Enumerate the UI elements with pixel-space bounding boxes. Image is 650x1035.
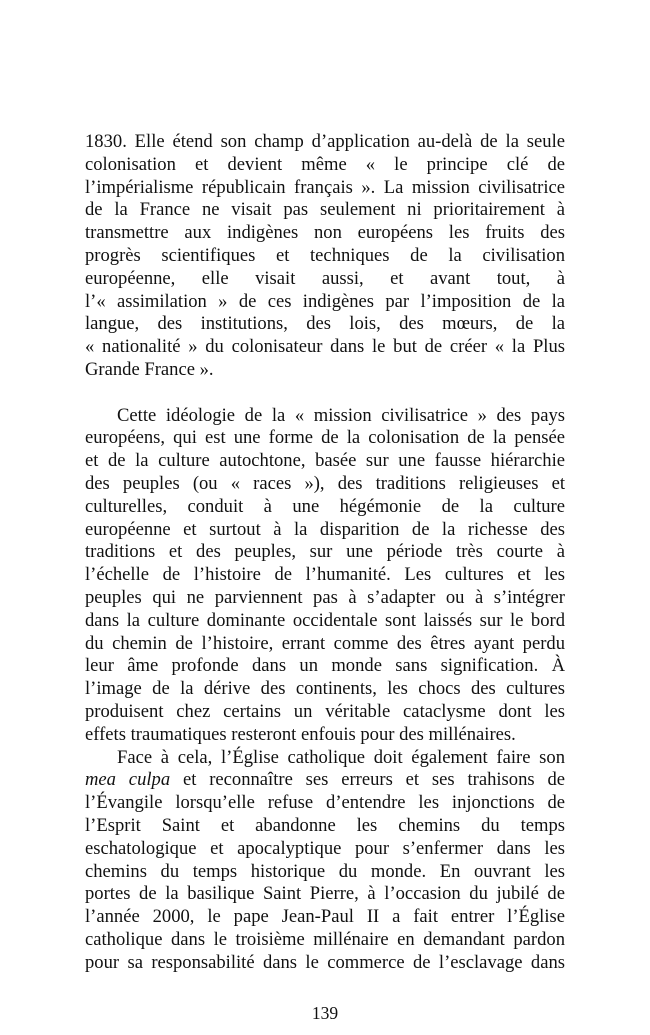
text-line: l’Évangile lorsqu’elle refuse d’entendre les injonctions de: [85, 792, 565, 814]
text-line: culturelles, conduit à une hégémonie de la culture: [85, 495, 565, 517]
text-line: colonisation et devient même « le principe clé de: [85, 153, 565, 175]
text-line: 1830. Elle étend son champ d’application au-delà de la seule: [85, 131, 565, 152]
italic-phrase: mea culpa: [85, 769, 171, 791]
text-line: l’échelle de l’histoire de l’humanité. Les cultures et les: [85, 564, 565, 586]
text-line: transmettre aux indigènes non européens les fruits des: [85, 222, 565, 244]
text-line: l’« assimilation » de ces indigènes par l’imposition de la: [85, 290, 565, 312]
text-fragment: et reconnaître ses erreurs et ses trahisons de: [170, 769, 565, 791]
text-line: portes de la basilique Saint Pierre, à l’occasion du jubilé de: [85, 883, 565, 905]
paragraph-gap: [85, 382, 565, 405]
text-line: « nationalité » du colonisateur dans le but de créer « la Plus: [85, 336, 565, 358]
text-line: traditions et des peuples, sur une période très courte à: [85, 541, 565, 563]
text-line: eschatologique et apocalyptique pour s’enfermer dans les: [85, 837, 565, 859]
text-line: produisent chez certains un véritable cataclysme dont les: [85, 700, 565, 722]
text-line: Grande France ».: [85, 358, 214, 380]
text-line: leur âme profonde dans un monde sans signification. À: [85, 655, 565, 677]
text-line: l’Esprit Saint et abandonne les chemins du temps: [85, 814, 565, 836]
text-line: progrès scientifiques et techniques de la civilisation: [85, 244, 565, 266]
text-line: chemins du temps historique du monde. En ouvrant les: [85, 860, 565, 882]
text-line: effets traumatiques resteront enfouis pour des millénaires.: [85, 723, 516, 745]
text-line: [85, 769, 565, 792]
page-body: [85, 131, 565, 974]
text-line: dans la culture dominante occidentale sont laissés sur le bord: [85, 609, 565, 631]
paragraph-2: [85, 405, 565, 747]
paragraph-1: [85, 131, 565, 382]
text-line: européens, qui est une forme de la colonisation de la pensée: [85, 427, 565, 449]
page-number: 139: [311, 1003, 339, 1023]
text-line: des peuples (ou « races »), des traditions religieuses et: [85, 472, 565, 494]
text-line: l’année 2000, le pape Jean-Paul II a fait entrer l’Église: [85, 906, 565, 928]
text-line: l’image de la dérive des continents, les chocs des cultures: [85, 678, 565, 700]
text-line: langue, des institutions, des lois, des mœurs, de la: [85, 313, 565, 335]
text-line: du chemin de l’histoire, errant comme des êtres ayant perdu: [85, 632, 565, 654]
paragraph-3: [85, 747, 565, 975]
text-line: catholique dans le troisième millénaire en demandant pardon: [85, 928, 565, 950]
text-line: Face à cela, l’Église catholique doit également faire son: [117, 746, 565, 768]
text-line: peuples qui ne parviennent pas à s’adapter ou à s’intégrer: [85, 586, 565, 608]
text-line: de la France ne visait pas seulement ni prioritairement à: [85, 199, 565, 221]
text-line: et de la culture autochtone, basée sur une fausse hiérarchie: [85, 450, 565, 472]
text-line: européenne et surtout à la disparition de la richesse des: [85, 518, 565, 540]
text-line: l’impérialisme républicain français ». La mission civilisatrice: [85, 176, 565, 198]
text-line: européenne, elle visait aussi, et avant tout, à: [85, 267, 565, 289]
text-line: pour sa responsabilité dans le commerce de l’esclavage dans: [85, 951, 565, 973]
text-line: Cette idéologie de la « mission civilisatrice » des pays: [117, 404, 565, 426]
